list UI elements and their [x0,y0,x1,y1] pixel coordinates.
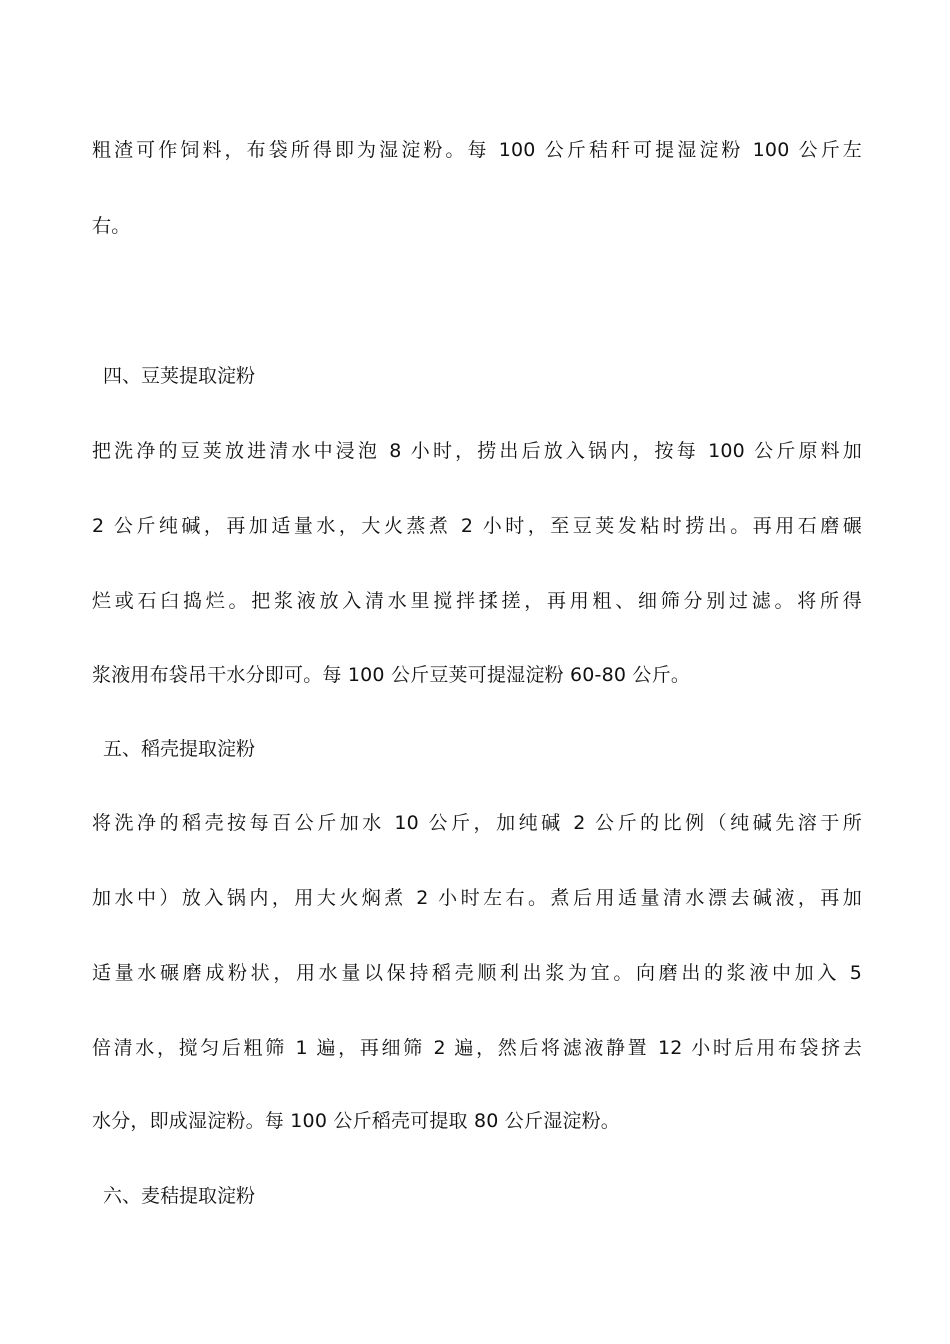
section-heading: 五、稻壳提取淀粉 [103,738,256,760]
paragraph-line: 粗渣可作饲料，布袋所得即为湿淀粉。每 100 公斤秸秆可提湿淀粉 100 公斤左 [92,139,862,161]
paragraph-line: 加水中）放入锅内，用大火焖煮 2 小时左右。煮后用适量清水漂去碱液，再加 [92,887,862,909]
paragraph-line: 倍清水，搅匀后粗筛 1 遍，再细筛 2 遍，然后将滤液静置 12 小时后用布袋挤去 [92,1037,862,1059]
paragraph-line: 水分，即成湿淀粉。每 100 公斤稻壳可提取 80 公斤湿淀粉。 [92,1110,621,1132]
section-heading: 六、麦秸提取淀粉 [103,1185,256,1207]
paragraph-line: 右。 [92,215,131,237]
paragraph-line: 烂或石臼捣烂。把浆液放入清水里搅拌揉搓，再用粗、细筛分别过滤。将所得 [92,590,862,612]
paragraph-line: 把洗净的豆荚放进清水中浸泡 8 小时，捞出后放入锅内，按每 100 公斤原料加 [92,440,862,462]
paragraph-line: 浆液用布袋吊干水分即可。每 100 公斤豆荚可提湿淀粉 60-80 公斤。 [92,664,691,686]
section-heading: 四、豆荚提取淀粉 [103,365,256,387]
paragraph-line: 将洗净的稻壳按每百公斤加水 10 公斤，加纯碱 2 公斤的比例（纯碱先溶于所 [92,812,862,834]
paragraph-line: 适量水碾磨成粉状，用水量以保持稻壳顺利出浆为宜。向磨出的浆液中加入 5 [92,962,862,984]
paragraph-line: 2 公斤纯碱，再加适量水，大火蒸煮 2 小时，至豆荚发粘时捞出。再用石磨碾 [92,515,862,537]
